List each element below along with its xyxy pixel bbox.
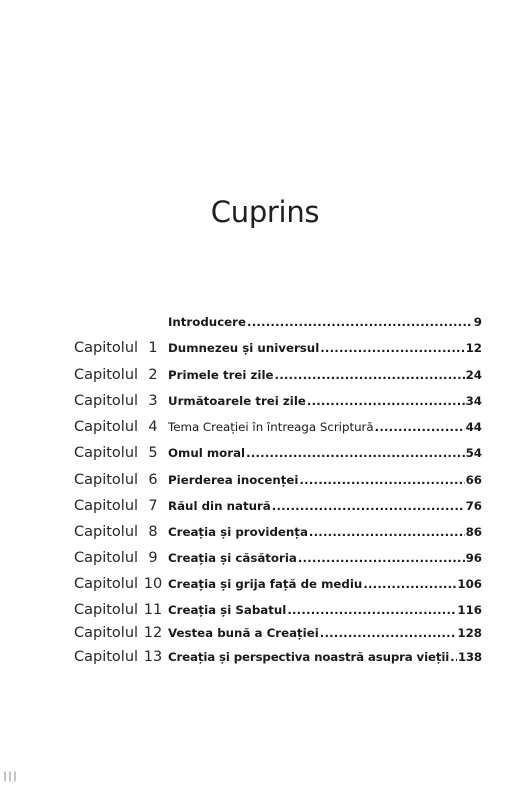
toc-entry-page: 24	[465, 368, 482, 382]
chapter-word: Capitolul	[74, 367, 139, 383]
toc-entry-title: Dumnezeu și universul	[168, 341, 320, 355]
chapter-label	[74, 470, 164, 490]
toc-entry-title: Omul moral	[168, 446, 246, 460]
chapter-word: Capitolul	[74, 498, 139, 514]
toc-entry-page: 96	[465, 551, 482, 565]
chapter-label	[74, 417, 164, 437]
toc-leader-dots	[450, 647, 457, 667]
toc-entry-title: Tema Creației în întreaga Scriptură	[168, 420, 374, 434]
toc-entry	[168, 600, 482, 620]
chapter-label	[74, 548, 164, 568]
chapter-word: Capitolul	[74, 472, 139, 488]
toc-leader-dots	[307, 391, 465, 411]
toc-entry	[168, 522, 482, 542]
chapter-number: 8	[148, 524, 158, 540]
toc-entry	[168, 647, 482, 667]
chapter-label	[74, 338, 164, 358]
page-edge-mark: |||	[2, 771, 18, 782]
toc-row-chapter-13	[0, 647, 530, 667]
toc-entry-title: Primele trei zile	[168, 368, 274, 382]
toc-leader-dots	[320, 338, 464, 358]
toc-entry	[168, 496, 482, 516]
toc-row-chapter-1	[0, 338, 530, 358]
chapter-word: Capitolul	[74, 445, 139, 461]
toc-row-chapter-8	[0, 522, 530, 542]
chapter-word: Capitolul	[74, 625, 139, 641]
chapter-label	[74, 623, 164, 643]
chapter-number: 13	[143, 649, 163, 665]
chapter-word: Capitolul	[74, 340, 139, 356]
toc-entry-page: 138	[457, 650, 482, 664]
toc-leader-dots	[287, 600, 456, 620]
chapter-word: Capitolul	[74, 393, 139, 409]
toc-entry-title: Pierderea inocenței	[168, 473, 299, 487]
chapter-word: Capitolul	[74, 602, 139, 618]
toc-entry	[168, 548, 482, 568]
chapter-number: 4	[148, 419, 158, 435]
toc-entry-page: 54	[465, 446, 482, 460]
chapter-label	[74, 496, 164, 516]
toc-leader-dots	[299, 470, 464, 490]
toc-entry	[168, 365, 482, 385]
toc-row-chapter-10	[0, 574, 530, 594]
toc-entry-page: 116	[457, 603, 482, 617]
toc-entry	[168, 443, 482, 463]
toc-entry-page: 34	[465, 394, 482, 408]
toc-entry-title: Creația și perspectiva noastră asupra vieții	[168, 650, 450, 664]
chapter-number: 10	[143, 576, 163, 592]
chapter-label	[74, 522, 164, 542]
toc-entry	[168, 391, 482, 411]
toc-entry	[168, 417, 482, 437]
chapter-label	[74, 365, 164, 385]
toc-entry-title: Următoarele trei zile	[168, 394, 306, 408]
toc-entry-title: Creația și providența	[168, 525, 308, 539]
toc-entry	[168, 338, 482, 358]
toc-entry-page: 12	[465, 341, 482, 355]
toc-row-chapter-4	[0, 417, 530, 437]
toc-entry-page: 128	[457, 626, 482, 640]
chapter-word: Capitolul	[74, 419, 139, 435]
toc-entry-title: Răul din natură	[168, 499, 271, 513]
toc-row-chapter-11	[0, 600, 530, 620]
toc-entry	[168, 574, 482, 594]
toc-entry-title: Vestea bună a Creației	[168, 626, 319, 640]
toc-row-chapter-5	[0, 443, 530, 463]
chapter-number: 11	[143, 602, 163, 618]
toc-entry-page: 44	[465, 420, 482, 434]
chapter-number: 3	[148, 393, 158, 409]
toc-leader-dots	[246, 443, 464, 463]
toc-row-chapter-12	[0, 623, 530, 643]
toc-row-chapter-3	[0, 391, 530, 411]
chapter-word: Capitolul	[74, 649, 139, 665]
toc-leader-dots	[320, 623, 457, 643]
toc-leader-dots	[363, 574, 456, 594]
toc-row-chapter-2	[0, 365, 530, 385]
toc-row-chapter-6	[0, 470, 530, 490]
chapter-number: 6	[148, 472, 158, 488]
chapter-number: 1	[148, 340, 158, 356]
toc-entry	[168, 623, 482, 643]
toc-row-chapter-7	[0, 496, 530, 516]
toc-row-chapter-9	[0, 548, 530, 568]
toc-leader-dots	[272, 496, 465, 516]
chapter-number: 2	[148, 367, 158, 383]
chapter-label	[74, 574, 164, 594]
toc-entry-page: 106	[457, 577, 482, 591]
toc-entry-page: 76	[465, 499, 482, 513]
toc-entry-page: 86	[465, 525, 482, 539]
toc-leader-dots	[309, 522, 465, 542]
toc-entry-title: Introducere	[168, 315, 247, 329]
chapter-label	[74, 600, 164, 620]
chapter-number: 9	[148, 550, 158, 566]
toc-leader-dots	[298, 548, 465, 568]
chapter-word: Capitolul	[74, 576, 139, 592]
toc-leader-dots	[375, 417, 465, 437]
toc-entry-page: 66	[465, 473, 482, 487]
chapter-label	[74, 443, 164, 463]
toc-entry-title: Creația și Sabatul	[168, 603, 287, 617]
toc-leader-dots	[275, 365, 465, 385]
chapter-number: 7	[148, 498, 158, 514]
chapter-number: 5	[148, 445, 158, 461]
chapter-label	[74, 647, 164, 667]
chapter-word: Capitolul	[74, 524, 139, 540]
chapter-word: Capitolul	[74, 550, 139, 566]
toc-entry	[168, 312, 482, 332]
toc-entry-title: Creația și căsătoria	[168, 551, 297, 565]
toc-row-introduction	[0, 312, 530, 332]
toc-entry	[168, 470, 482, 490]
page-title: Cuprins	[210, 195, 320, 229]
chapter-label	[74, 391, 164, 411]
toc-entry-title: Creația și grija față de mediu	[168, 577, 363, 591]
toc-leader-dots	[247, 312, 473, 332]
chapter-number: 12	[143, 625, 163, 641]
toc-entry-page: 9	[473, 315, 482, 329]
